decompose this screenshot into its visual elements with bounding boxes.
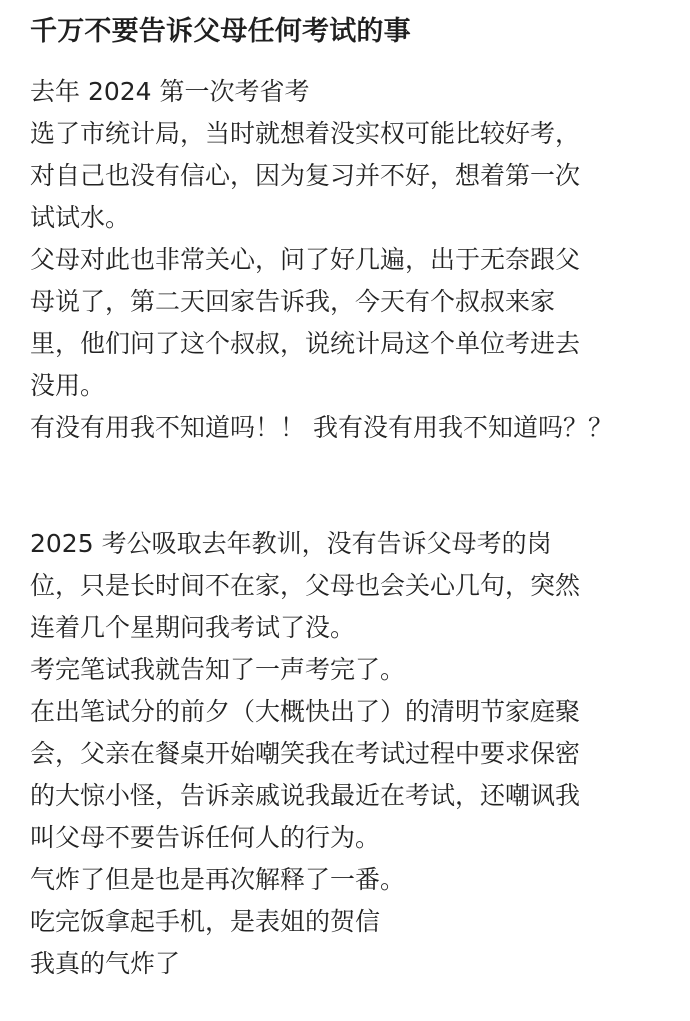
text-line-19: 吃完饭拿起手机，是表姐的贺信 <box>30 907 381 936</box>
text-line-10: 2025 考公吸取去年教训，没有告诉父母考的岗 <box>30 529 552 558</box>
text-line-15: 会，父亲在餐桌开始嘲笑我在考试过程中要求保密 <box>30 739 581 768</box>
text-line-16: 的大惊小怪，告诉亲戚说我最近在考试，还嘲讽我 <box>30 781 581 810</box>
text-line-8: 没用。 <box>30 371 106 400</box>
text-line-6: 母说了，第二天回家告诉我，今天有个叔叔来家 <box>30 287 556 316</box>
text-line-7: 里，他们问了这个叔叔，说统计局这个单位考进去 <box>30 329 581 358</box>
text-line-1: 去年 2024 第一次考省考 <box>30 77 310 106</box>
text-line-12: 连着几个星期问我考试了没。 <box>30 613 356 642</box>
text-line-9: 有没有用我不知道吗！！ 我有没有用我不知道吗？？ <box>30 413 613 442</box>
text-line-11: 位，只是长时间不在家，父母也会关心几句，突然 <box>30 571 581 600</box>
post-title: 千万不要告诉父母任何考试的事 <box>30 16 411 47</box>
text-line-20: 我真的气炸了 <box>30 949 181 978</box>
text-line-14: 在出笔试分的前夕（大概快出了）的清明节家庭聚 <box>30 697 581 726</box>
text-line-2: 选了市统计局，当时就想着没实权可能比较好考， <box>30 119 581 148</box>
text-line-18: 气炸了但是也是再次解释了一番。 <box>30 865 406 894</box>
text-line-3: 对自己也没有信心，因为复习并不好，想着第一次 <box>30 161 581 190</box>
text-line-17: 叫父母不要告诉任何人的行为。 <box>30 823 381 852</box>
text-line-4: 试试水。 <box>30 203 131 232</box>
text-line-5: 父母对此也非常关心，问了好几遍，出于无奈跟父 <box>30 245 581 274</box>
text-line-13: 考完笔试我就告知了一声考完了。 <box>30 655 406 684</box>
